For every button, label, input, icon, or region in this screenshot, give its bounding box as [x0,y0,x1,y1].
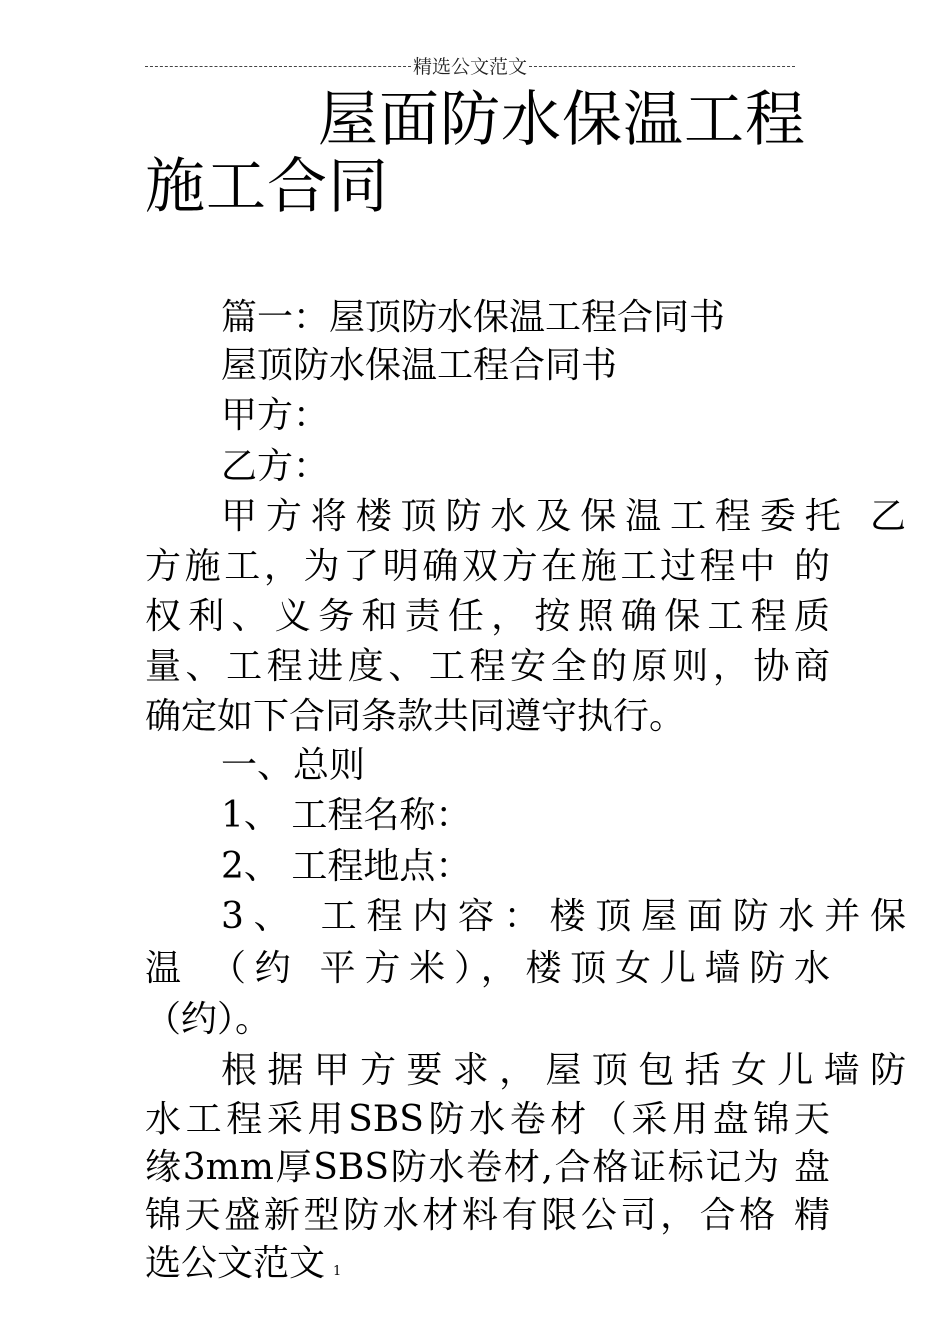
body-text-line: 锦天盛新型防水材料有限公司，合格 精 [145,1195,830,1236]
clause-item-project-content: 3、 工程内容：楼顶屋面防水并保 [221,896,906,937]
body-text-line: 方施工，为了明确双方在施工过程中 的 [145,546,830,587]
body-text-line: 根据甲方要求，屋顶包括女儿墙防 [221,1050,906,1091]
body-text-line: 温 （约 平方米），楼顶女儿墙防水 [145,948,830,989]
section-heading: 篇一：屋顶防水保温工程合同书 [221,297,726,338]
body-text-line: 甲方将楼顶防水及保温工程委托 乙 [221,496,906,537]
party-a-label: 甲方： [221,395,330,436]
document-title-line-2: 施工合同 [145,152,389,222]
page-header [145,50,795,80]
clause-heading: 一、总则 [221,745,366,786]
clause-item-project-name: 1、 工程名称： [221,795,472,836]
body-text-line: 缘3mm厚SBS防水卷材,合格证标记为 盘 [145,1147,830,1188]
party-b-label: 乙方： [221,446,330,487]
clause-item-project-location: 2、 工程地点： [221,846,472,887]
header-dash-right [529,66,795,67]
body-text-line: 水工程采用SBS防水卷材（采用盘锦天 [145,1099,830,1140]
footer-text: 选公文范文 [145,1243,326,1284]
header-text: 精选公文范文 [413,55,528,78]
body-text-line: （约）。 [145,999,272,1040]
body-text-line: 权利、义务和责任，按照确保工程质 [145,596,830,637]
page-number: 1 [333,1264,342,1279]
footer-line [145,1238,830,1298]
body-text-line: 量、工程进度、工程安全的原则，协商 [145,646,830,687]
document-title-line-1: 屋面防水保温工程 [318,85,806,155]
body-text-line: 确定如下合同条款共同遵守执行。 [145,696,686,737]
header-dash-left [145,66,411,67]
contract-subtitle: 屋顶防水保温工程合同书 [221,345,618,386]
